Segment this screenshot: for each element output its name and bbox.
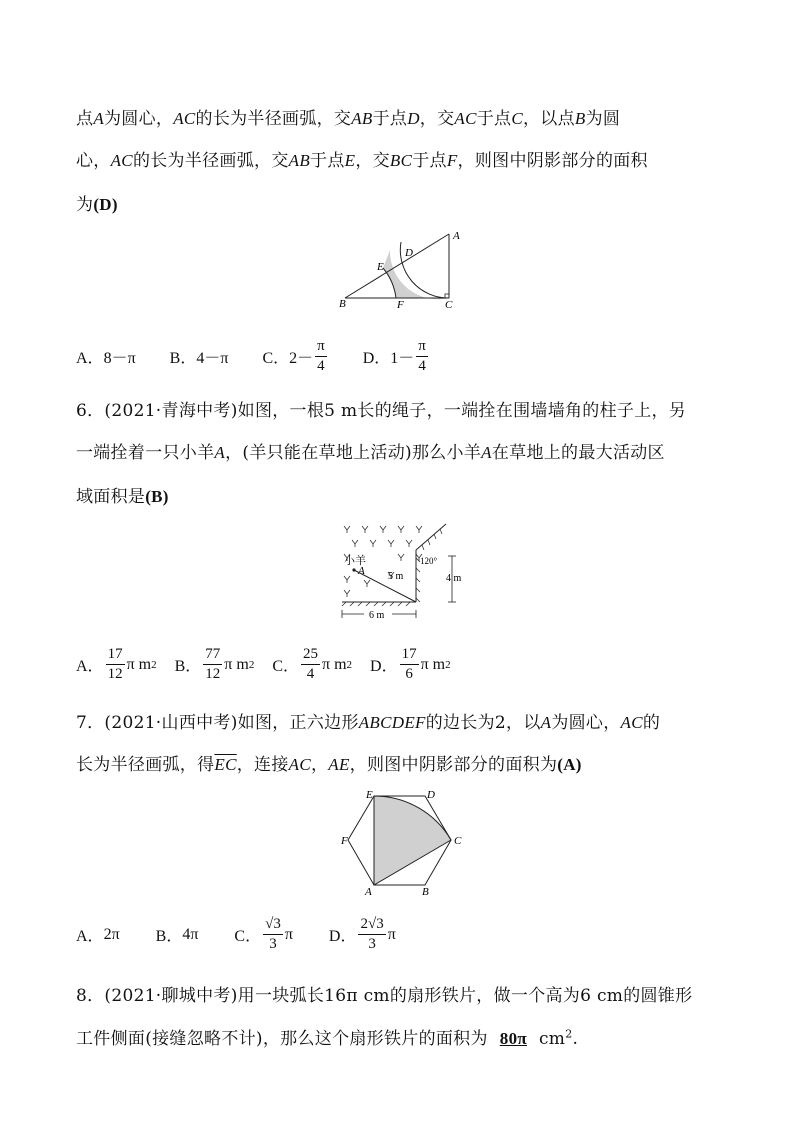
q7-option-a: A． 2π	[76, 925, 120, 945]
q7-label-b: B	[422, 886, 429, 896]
q6-option-b: B． $\frac{77}{12}$ π m 2	[174, 646, 255, 682]
q7-figure	[338, 788, 468, 896]
q7-label-f: F	[341, 835, 348, 847]
q7-option-c: C． $\frac{√3}{3}$ π	[234, 916, 293, 952]
q5-label-f: F	[397, 299, 404, 310]
q7-option-b: B． 4π	[155, 925, 199, 945]
q7-label-d: D	[427, 789, 435, 801]
q5-option-a: A． 8－π	[76, 350, 136, 367]
q6-line-3: 域面积是(B)	[76, 487, 169, 507]
q7-line-2: 长为半径画弧，得$\overline{EC}$，连接AC，AE，则图中阴影部分的面积为(A)	[76, 755, 582, 775]
q6-option-d: D． $\frac{17}{6}$ π m 2	[370, 646, 451, 682]
q6-option-c: C． $\frac{25}{4}$ π m 2	[272, 646, 353, 682]
q5-shaded-region	[383, 250, 449, 299]
q5-label-c: C	[445, 299, 453, 310]
q7-option-d: D． $\frac{2√3}{3}$ π	[328, 916, 396, 952]
q7-label-e: E	[366, 789, 373, 801]
q5-options	[76, 337, 444, 376]
q6-label-sheep: 小羊	[344, 554, 366, 567]
q7-shaded-sector	[374, 796, 451, 885]
q5-option-b: B． 4－π	[169, 350, 229, 367]
q6-sheep-point	[352, 568, 355, 571]
q5-figure	[335, 228, 465, 310]
q7-line-1: 7．(2021·山西中考)如图，正六边形ABCDEF的边长为2，以A为圆心，AC的	[76, 713, 661, 733]
q5-label-d: D	[405, 247, 413, 259]
fraction: $\frac{2√3}{3}$	[360, 916, 384, 952]
q6-label-width: 6 m	[369, 610, 385, 621]
q6-figure	[336, 518, 466, 626]
q5-option-d: D． 1－ $\frac{\pi}{4}$	[362, 338, 426, 374]
q5-line-2: 心，AC的长为半径画弧，交AB于点E，交BC于点F，则图中阴影部分的面积	[76, 151, 648, 171]
q6-ground-hatching	[342, 602, 410, 606]
q7-options	[76, 915, 410, 954]
q7-label-a: A	[365, 886, 372, 896]
fraction: $\frac{25}{4}$	[303, 646, 318, 682]
q6-option-a: A． $\frac{17}{12}$ π m 2	[76, 646, 157, 682]
q5-label-b: B	[339, 298, 346, 310]
q6-options	[76, 645, 465, 684]
q5-line-3: 为(D)	[76, 195, 118, 215]
q7-label-c: C	[454, 835, 462, 847]
q6-line-2: 一端拴着一只小羊A，(羊只能在草地上活动)那么小羊A在草地上的最大活动区	[76, 443, 665, 463]
q6-line-1: 6．(2021·青海中考)如图，一根5 m长的绳子，一端拴在围墙墙角的柱子上，另	[76, 401, 687, 421]
q6-label-angle: 120°	[420, 556, 438, 566]
q6-label-a: A	[358, 565, 365, 577]
q5-line-1: 点A为圆心，AC的长为半径画弧，交AB于点D，交AC于点C，以点B为圆	[76, 109, 621, 129]
q6-label-height: 4 m	[446, 573, 462, 584]
q8-line-1: 8．(2021·聊城中考)用一块弧长16π cm的扇形铁片，做一个高为6 cm的圆锥形	[76, 986, 693, 1006]
q5-label-e: E	[377, 261, 384, 273]
fraction: $\frac{77}{12}$	[205, 646, 221, 682]
q6-label-rope: 5 m	[388, 571, 404, 582]
fraction: $\frac{\pi}{4}$	[317, 338, 325, 374]
q5-option-c: C． 2－ $\frac{\pi}{4}$	[262, 338, 325, 374]
fraction: $\frac{\pi}{4}$	[418, 338, 426, 374]
q8-line-2: 工件侧面(接缝忽略不计)，那么这个扇形铁片的面积为 80π $cm^2$.	[76, 1027, 579, 1049]
arc-ec: $\overline{EC}$	[214, 755, 237, 774]
q5-answer: (D)	[93, 195, 118, 214]
q5-right-angle-mark	[445, 294, 449, 298]
fraction: $\frac{17}{12}$	[107, 646, 123, 682]
q6-answer: (B)	[145, 487, 169, 506]
q7-answer: (A)	[557, 755, 582, 774]
fraction: $\frac{17}{6}$	[401, 646, 417, 682]
fraction: $\frac{√3}{3}$	[265, 916, 281, 952]
q8-answer: 80π	[499, 1029, 527, 1048]
q5-label-a: A	[453, 230, 460, 242]
